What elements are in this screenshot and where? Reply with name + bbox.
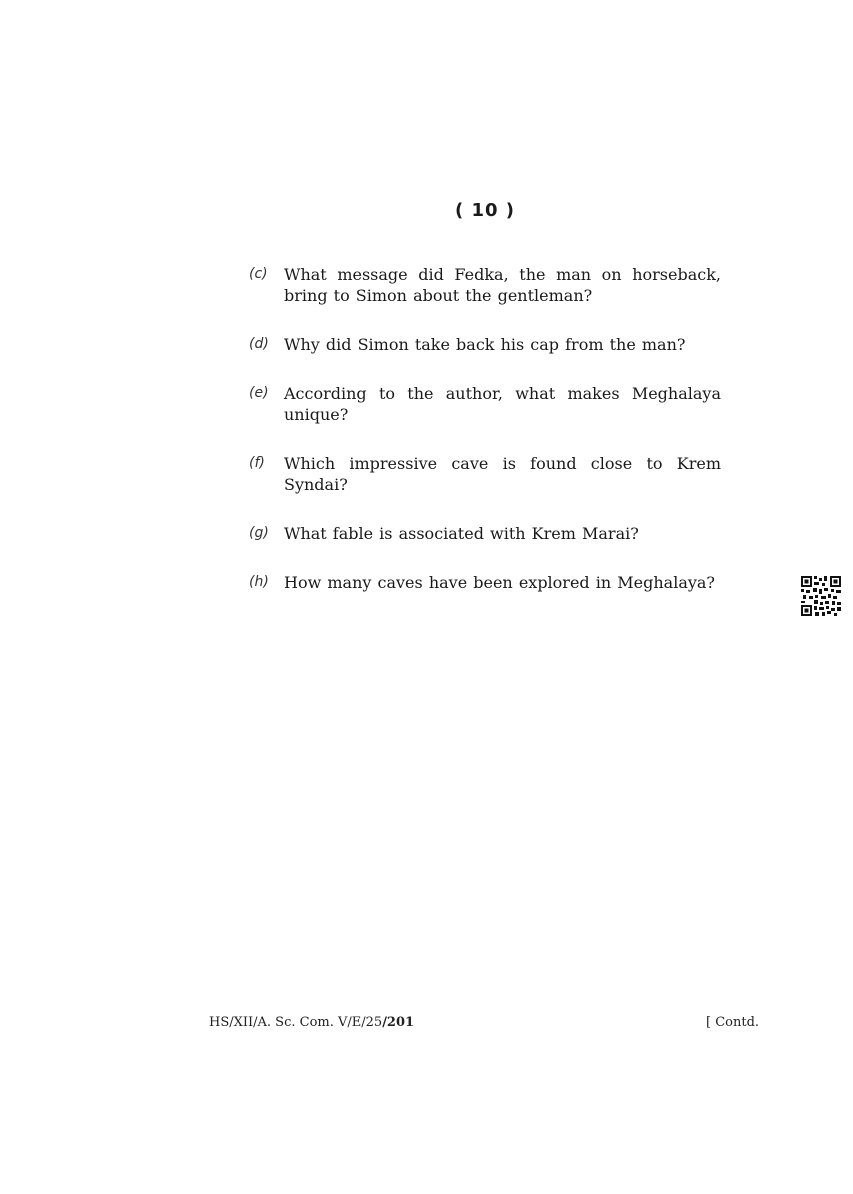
question-text: Why did Simon take back his cap from the man? <box>284 335 686 354</box>
question-label: (f) <box>249 455 265 471</box>
paper-code-suffix: /201 <box>382 1015 415 1030</box>
question-e <box>249 383 721 425</box>
question-text: According to the author, what makes Meghalaya unique? <box>284 384 721 424</box>
question-g <box>249 523 721 544</box>
question-f <box>249 453 721 495</box>
question-text: What message did Fedka, the man on horseback, bring to Simon about the gentleman? <box>284 265 721 305</box>
question-label: (e) <box>249 385 269 401</box>
question-text: How many caves have been explored in Meghalaya? <box>284 573 716 592</box>
question-list <box>249 264 721 621</box>
question-label: (c) <box>249 266 268 282</box>
question-h <box>249 572 721 593</box>
paper-code-prefix: HS/XII/A. Sc. Com. V/E/25 <box>209 1015 383 1030</box>
question-d <box>249 334 721 355</box>
qr-code-icon <box>801 576 841 616</box>
question-label: (g) <box>249 525 269 541</box>
question-text: Which impressive cave is found close to Krem Syndai? <box>284 454 721 494</box>
question-label: (h) <box>249 574 269 590</box>
question-c <box>249 264 721 306</box>
question-label: (d) <box>249 336 269 352</box>
continued-label: [ Contd. <box>706 1015 760 1030</box>
question-text: What fable is associated with Krem Marai? <box>284 524 639 543</box>
page-number: ( 10 ) <box>454 200 516 221</box>
paper-code <box>209 1015 414 1030</box>
